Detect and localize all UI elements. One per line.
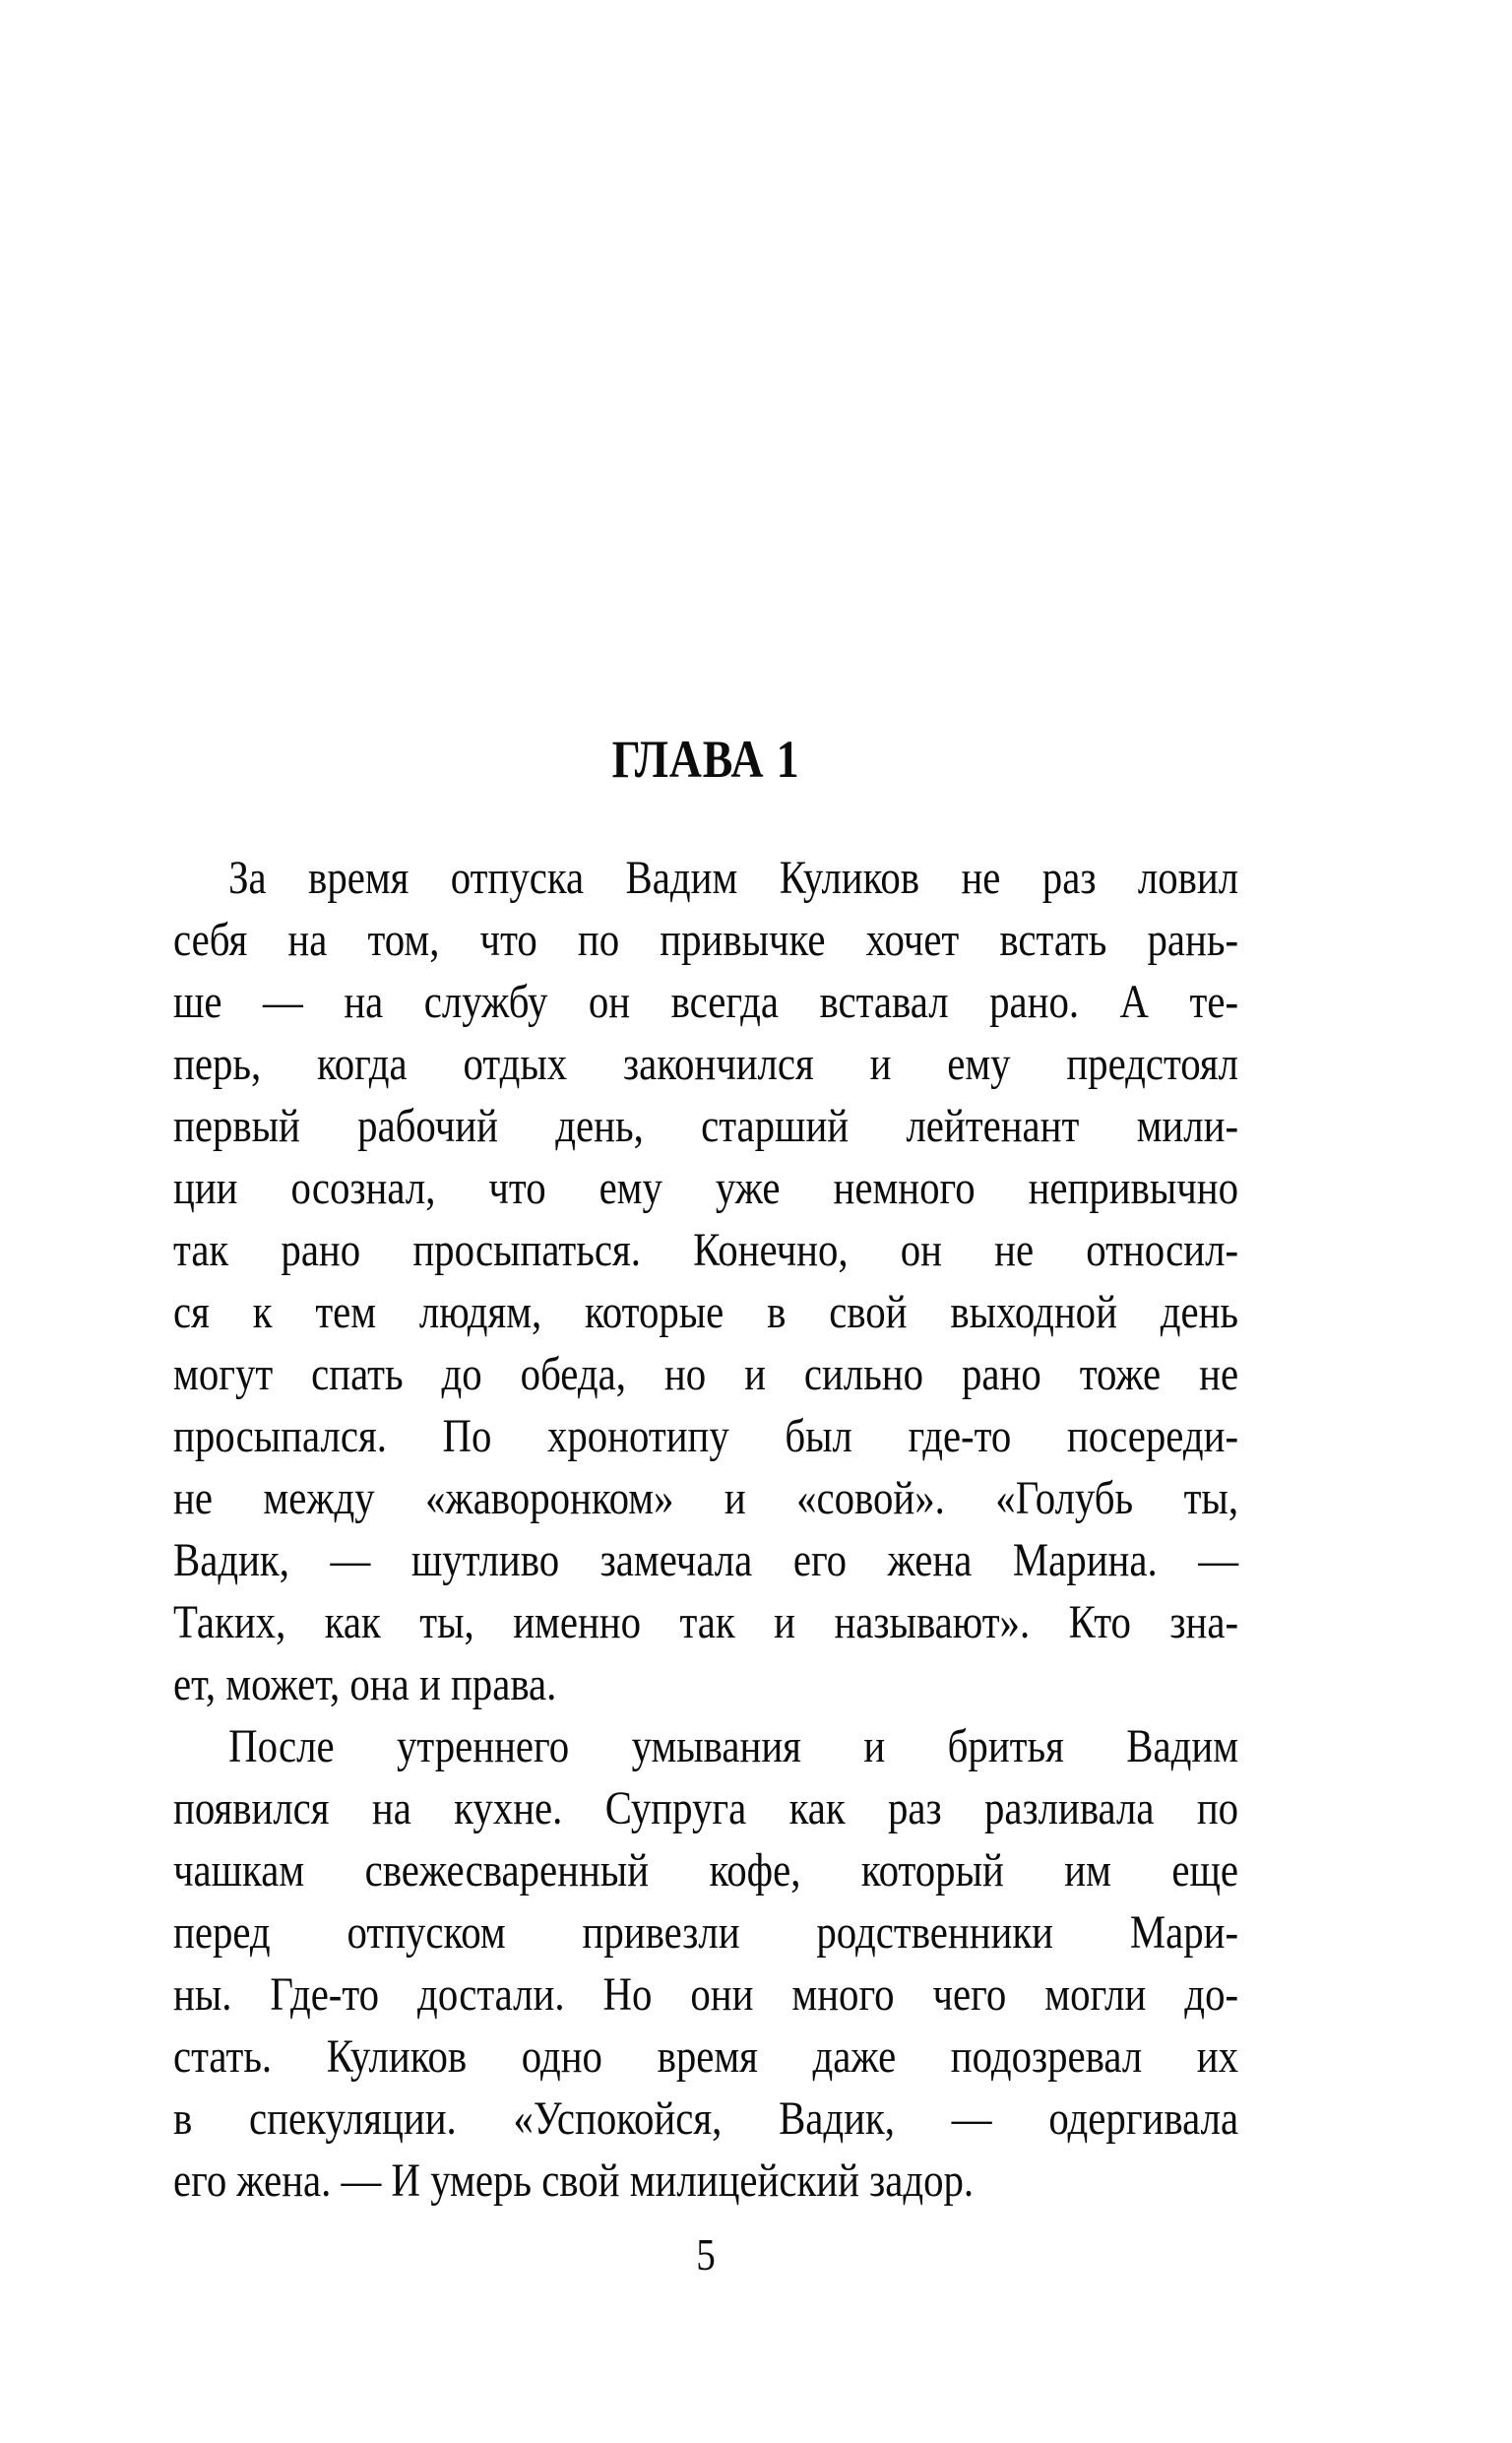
text-line: ции осознал, что ему уже немного непривычно	[173, 1162, 1239, 1214]
text-line: себя на том, что по привычке хочет встать рань-	[173, 914, 1239, 966]
text-line: не между «жаворонком» и «совой». «Голубь ты,	[173, 1472, 1239, 1524]
text-line: Вадик, — шутливо замечала его жена Марина. —	[173, 1534, 1239, 1586]
text-line: ся к тем людям, которые в свой выходной день	[173, 1286, 1239, 1338]
text-line: ет, может, она и права.	[173, 1658, 557, 1710]
text-line: стать. Куликов одно время даже подозревал их	[173, 2030, 1239, 2083]
text-column	[173, 729, 1238, 2284]
text-line: в спекуляции. «Успокойся, Вадик, — одергивала	[173, 2092, 1239, 2145]
page-number: 5	[696, 2229, 716, 2280]
text-line: ны. Где-то достали. Но они много чего могли до-	[173, 1968, 1239, 2021]
text-line: Таких, как ты, именно так и называют». Кто зна-	[173, 1596, 1239, 1648]
paragraph	[173, 1715, 1238, 2212]
text-line: так рано просыпаться. Конечно, он не относил-	[173, 1224, 1239, 1276]
text-line: чашкам свежесваренный кофе, который им еще	[173, 1844, 1239, 1897]
text-line: ше — на службу он всегда вставал рано. А те-	[173, 976, 1239, 1028]
text-line: За время отпуска Вадим Куликов не раз ловил	[228, 852, 1239, 904]
text-line: перь, когда отдых закончился и ему предстоял	[173, 1038, 1239, 1090]
text-line: появился на кухне. Супруга как раз разливала по	[173, 1782, 1239, 1834]
text-line: После утреннего умывания и бритья Вадим	[228, 1720, 1239, 1772]
text-line: могут спать до обеда, но и сильно рано тоже не	[173, 1348, 1239, 1400]
text-line: перед отпуском привезли родственники Мари-	[173, 1906, 1239, 1959]
body-text	[173, 847, 1238, 2212]
paragraph	[173, 847, 1238, 1715]
text-line: первый рабочий день, старший лейтенант мили-	[173, 1100, 1239, 1152]
text-line: его жена. — И умерь свой милицейский задор.	[173, 2154, 975, 2207]
text-line: просыпался. По хронотипу был где-то посереди-	[173, 1410, 1239, 1462]
chapter-title: ГЛАВА 1	[611, 730, 800, 789]
